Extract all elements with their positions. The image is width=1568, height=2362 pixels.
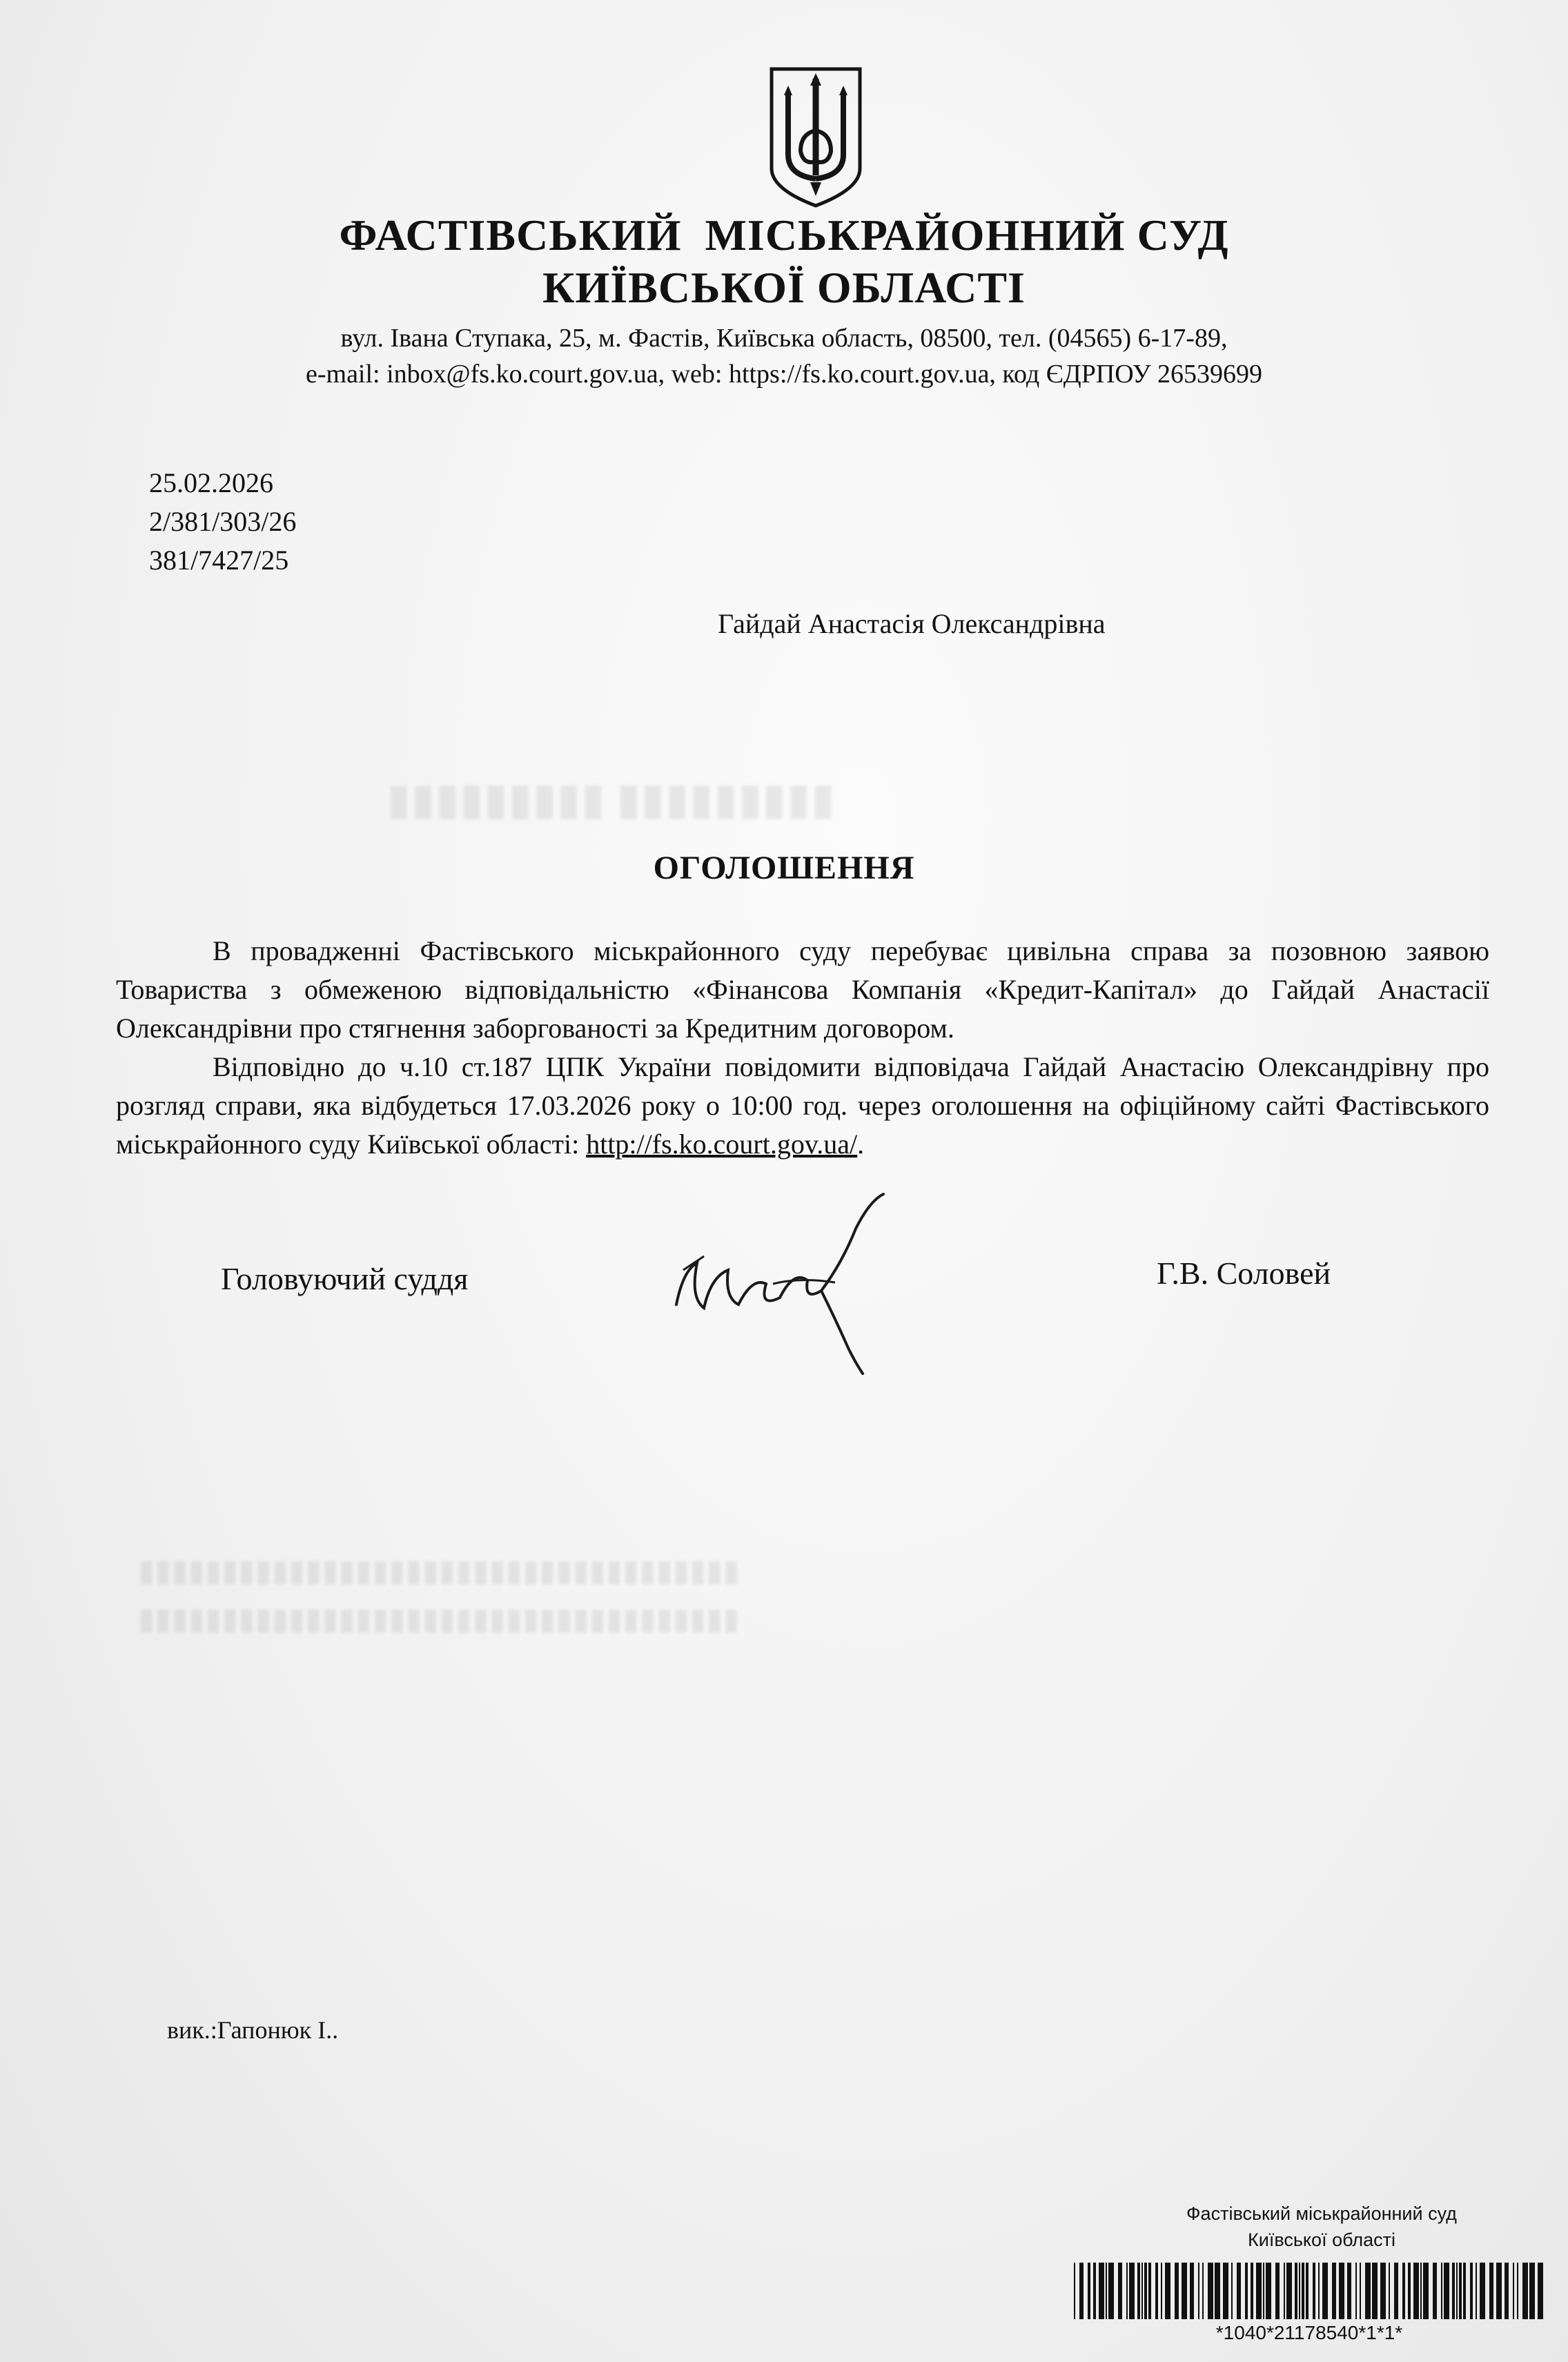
barcode-bar bbox=[1245, 2263, 1248, 2319]
bleed-through-shadow: ▮▮▮▮▮▮▮▮▮ ▮▮▮▮▮▮▮▮▮ bbox=[386, 774, 835, 823]
case-number: 381/7427/25 bbox=[149, 545, 289, 576]
executor: вик.:Гапонюк І.. bbox=[167, 2016, 339, 2044]
court-name-line1: ФАСТІВСЬКИЙ МІСЬКРАЙОННИЙ СУД bbox=[339, 211, 1229, 260]
barcode-bar bbox=[1175, 2263, 1179, 2319]
judge-name: Г.В. Соловей bbox=[1157, 1256, 1331, 1291]
notice-paragraph-2-end: . bbox=[857, 1129, 865, 1160]
barcode-bar bbox=[1263, 2263, 1264, 2319]
barcode-bar bbox=[1237, 2263, 1241, 2319]
barcode-bar bbox=[1108, 2263, 1114, 2319]
barcode-bar bbox=[1513, 2263, 1514, 2319]
barcode-bar bbox=[1141, 2263, 1143, 2319]
ukraine-trident-icon bbox=[767, 65, 864, 208]
barcode-bar bbox=[1198, 2263, 1199, 2319]
barcode-bar bbox=[1148, 2263, 1151, 2319]
notice-heading: ОГОЛОШЕННЯ bbox=[653, 850, 915, 886]
barcode-bar bbox=[1441, 2263, 1442, 2319]
notice-body bbox=[116, 932, 1489, 1164]
outgoing-number: 2/381/303/26 bbox=[149, 506, 297, 537]
barcode-bar bbox=[1522, 2263, 1528, 2319]
barcode-number: *1040*21178540*1*1* bbox=[1215, 2322, 1403, 2343]
barcode-bar bbox=[1505, 2263, 1509, 2319]
barcode-bar bbox=[1099, 2263, 1104, 2319]
barcode-bar bbox=[1433, 2263, 1437, 2319]
barcode-bar bbox=[1161, 2263, 1162, 2319]
barcode-bar bbox=[1389, 2263, 1390, 2319]
barcode-bar bbox=[1182, 2263, 1187, 2319]
bleed-through-shadow: ▮▮▮▮▮▮▮▮▮▮▮▮▮▮▮▮▮▮▮▮▮▮▮▮▮▮▮▮▮▮▮▮▮▮▮▮ bbox=[138, 1602, 740, 1636]
notice-paragraph-2-text: Відповідно до ч.10 ст.187 ЦПК України повідомити відповідача Гайдай Анастасію Олександрівну про розгляд справи, яка відбудеться 17.03.2026 року о 10:00 год. через оголошення на офіційному сайті Фастівського міськрайонного суду Київської області: bbox=[116, 1051, 1489, 1160]
notice-paragraph-1: В провадженні Фастівського міськрайонного суду перебуває цивільна справа за позовною заявою Товариства з обмеженою відповідальністю «Фінансова Компанія «Кредит-Капітал» до Гайдай Анастасії Олександрівни про стягнення заборгованості за Кредитним договором. bbox=[116, 935, 1489, 1044]
barcode-bar bbox=[1408, 2263, 1411, 2319]
barcode-bar bbox=[1215, 2263, 1220, 2319]
barcode-bar bbox=[1339, 2263, 1344, 2319]
barcode-bar bbox=[1413, 2263, 1419, 2319]
barcode-bar bbox=[1480, 2263, 1485, 2319]
barcode-bar bbox=[1394, 2263, 1398, 2319]
barcode-bar bbox=[1284, 2263, 1285, 2319]
barcode-bar bbox=[1496, 2263, 1502, 2319]
bleed-through-shadow: ▮▮▮▮▮▮▮▮▮▮▮▮▮▮▮▮▮▮▮▮▮▮▮▮▮▮▮▮▮▮▮▮▮▮▮▮ bbox=[138, 1554, 740, 1588]
barcode-bar bbox=[1365, 2263, 1371, 2319]
court-website-link[interactable]: http://fs.ko.court.gov.ua/ bbox=[586, 1129, 858, 1160]
barcode-bar bbox=[1208, 2263, 1213, 2319]
judge-role: Головуючий суддя bbox=[221, 1261, 469, 1296]
barcode-bar bbox=[1372, 2263, 1378, 2319]
barcode-bar bbox=[1444, 2263, 1449, 2319]
court-contacts: e-mail: inbox@fs.ko.court.gov.ua, web: https://fs.ko.court.gov.ua, код ЄДРПОУ 26539699 bbox=[305, 360, 1263, 389]
barcode bbox=[1071, 2263, 1547, 2319]
barcode-bar bbox=[1202, 2263, 1204, 2319]
barcode-bar bbox=[1470, 2263, 1473, 2319]
handwritten-signature bbox=[663, 1187, 952, 1380]
barcode-bar bbox=[1118, 2263, 1122, 2319]
barcode-bar bbox=[1322, 2263, 1328, 2319]
barcode-bar bbox=[1106, 2263, 1107, 2319]
barcode-bar bbox=[1299, 2263, 1300, 2319]
barcode-bar bbox=[1318, 2263, 1320, 2319]
barcode-bar bbox=[1489, 2263, 1493, 2319]
barcode-bar bbox=[1295, 2263, 1297, 2319]
barcode-bar bbox=[1126, 2263, 1128, 2319]
barcode-bar bbox=[1380, 2263, 1386, 2319]
barcode-bar bbox=[1423, 2263, 1429, 2319]
document-date: 25.02.2026 bbox=[149, 467, 273, 498]
court-name-line2: КИЇВСЬКОЇ ОБЛАСТІ bbox=[542, 263, 1026, 312]
barcode-bar bbox=[1286, 2263, 1292, 2319]
barcode-bar bbox=[1302, 2263, 1304, 2319]
barcode-bar bbox=[1452, 2263, 1455, 2319]
court-address: вул. Івана Ступака, 25, м. Фастів, Київська область, 08500, тел. (04565) 6-17-89, bbox=[340, 324, 1228, 353]
barcode-bar bbox=[1476, 2263, 1477, 2319]
barcode-bar bbox=[1355, 2263, 1357, 2319]
barcode-bar bbox=[1332, 2263, 1336, 2319]
barcode-bar bbox=[1538, 2263, 1543, 2319]
barcode-bar bbox=[1190, 2263, 1194, 2319]
barcode-bar bbox=[1360, 2263, 1361, 2319]
barcode-bar bbox=[1517, 2263, 1518, 2319]
barcode-bar bbox=[1313, 2263, 1315, 2319]
barcode-bar bbox=[1144, 2263, 1147, 2319]
barcode-bar bbox=[1463, 2263, 1466, 2319]
barcode-bar bbox=[1088, 2263, 1090, 2319]
barcode-bar bbox=[1456, 2263, 1458, 2319]
barcode-bar bbox=[1155, 2263, 1158, 2319]
notice-paragraph-2 bbox=[116, 1048, 1489, 1164]
barcode-bar bbox=[1074, 2263, 1075, 2319]
barcode-bar bbox=[1251, 2263, 1253, 2319]
barcode-bar bbox=[1129, 2263, 1135, 2319]
stamp-region: Київської області bbox=[1248, 2229, 1395, 2250]
barcode-bar bbox=[1402, 2263, 1405, 2319]
barcode-bar bbox=[1306, 2263, 1309, 2319]
barcode-bar bbox=[1529, 2263, 1535, 2319]
barcode-bar bbox=[1223, 2263, 1228, 2319]
stamp-court-name: Фастівський міськрайонний суд bbox=[1186, 2203, 1457, 2224]
document-meta bbox=[149, 464, 296, 580]
barcode-bar bbox=[1420, 2263, 1422, 2319]
barcode-bar bbox=[1137, 2263, 1140, 2319]
barcode-bar bbox=[1275, 2263, 1280, 2319]
barcode-bar bbox=[1079, 2263, 1084, 2319]
court-stamp bbox=[1159, 2200, 1484, 2253]
barcode-bar bbox=[1165, 2263, 1170, 2319]
barcode-bar bbox=[1093, 2263, 1096, 2319]
barcode-bar bbox=[1231, 2263, 1233, 2319]
addressee: Гайдай Анастасія Олександрівна bbox=[718, 608, 1106, 639]
barcode-bar bbox=[1459, 2263, 1462, 2319]
barcode-bar bbox=[1256, 2263, 1262, 2319]
barcode-bar bbox=[1266, 2263, 1271, 2319]
barcode-bar bbox=[1347, 2263, 1351, 2319]
